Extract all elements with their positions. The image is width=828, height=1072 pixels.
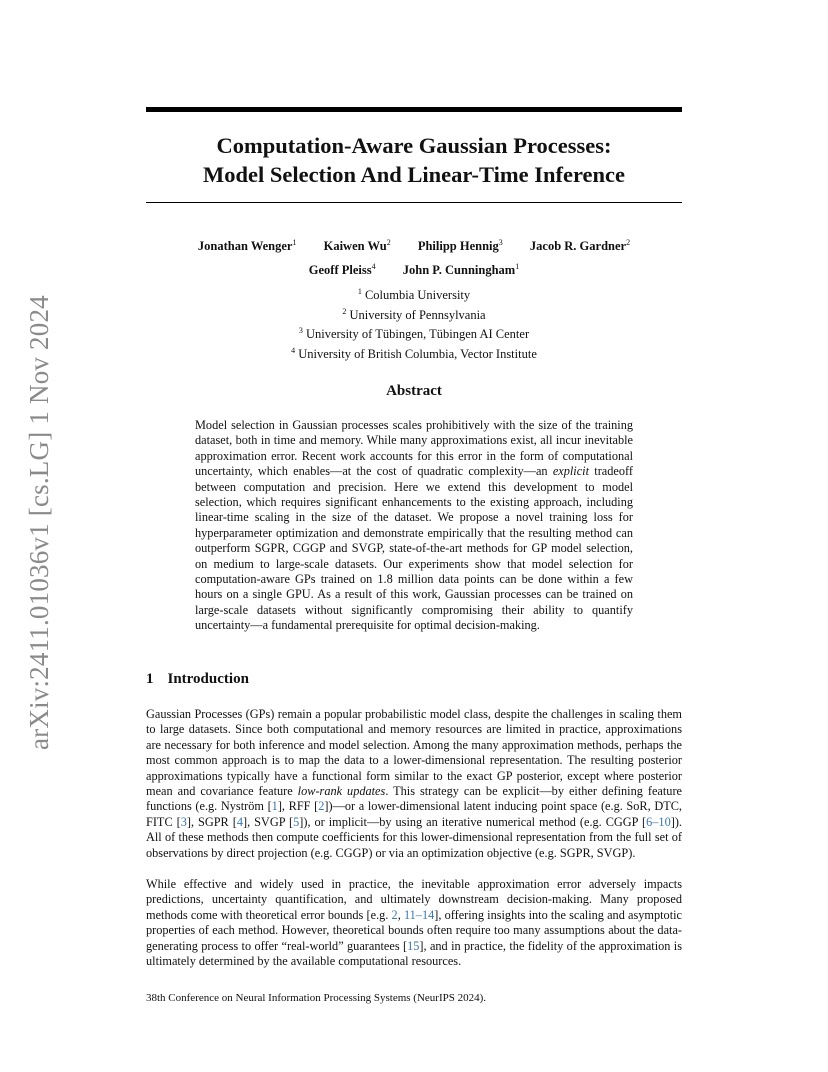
author: Philipp Hennig$^3$ bbox=[417, 238, 503, 253]
citation-link[interactable]: 11–14 bbox=[403, 907, 435, 922]
citation-link[interactable]: 15 bbox=[407, 938, 420, 953]
title-line-2: Model Selection And Linear-Time Inference bbox=[202, 162, 626, 187]
affiliations bbox=[146, 284, 682, 362]
title-bottom-rule bbox=[146, 202, 682, 203]
section-number: 1 bbox=[146, 671, 154, 687]
intro-paragraph-1: Gaussian Processes (GPs) remain a popular probabilistic model class, despite the challenges in scaling them to large datasets. Since both computational and memory resources are limited in practice, approximations are necessary for both inference and model selection. Among the many approximation methods, perhaps the most common approach is to map the data to a lower-dimensional representation. The resulting posterior approximations typically have a functional form similar to the exact GP posterior, except where posterior mean and covariance feature low-rank updates. This strategy can be explicit—by either defining feature functions (e.g. Nyström [1], RFF [2])—or a lower-dimensional latent inducing point space (e.g. SoR, DTC, FITC [3], SGPR [4], SVGP [5]), or implicit—by using an iterative numerical method (e.g. CGGP [6–10]). All of these methods then compute coefficients for this lower-dimensional representation from the full set of observations by direct projection (e.g. CGGP) or via an optimization objective (e.g. SGPR, SVGP). bbox=[146, 707, 683, 860]
conference-footer: 38th Conference on Neural Information Processing Systems (NeurIPS 2024). bbox=[146, 992, 487, 1004]
abstract-heading: Abstract bbox=[386, 383, 442, 399]
citation-link[interactable]: 4 bbox=[236, 814, 243, 829]
author: Jacob R. Gardner$^2$ bbox=[529, 238, 631, 253]
affiliation: $^1$ Columbia University bbox=[357, 287, 471, 302]
author-row-2 bbox=[146, 262, 682, 278]
title-line-1: Computation-Aware Gaussian Processes: bbox=[216, 133, 612, 158]
citation-link[interactable]: 2 bbox=[318, 799, 325, 814]
arxiv-identifier-stamp: arXiv:2411.01036v1 [cs.LG] 1 Nov 2024 bbox=[24, 295, 54, 750]
author: Jonathan Wenger$^1$ bbox=[197, 238, 297, 253]
intro-paragraph-2: While effective and widely used in practice, the inevitable approximation error adversely impacts predictions, uncertainty quantification, and ultimately downstream decision-making. Many proposed methods come with theoretical error bounds [e.g. 2, 11–14], offering insights into the scaling and asymptotic properties of each method. However, theoretical bounds often require too many assumptions about the data-generating process to offer “real-world” guarantees [15], and in practice, the fidelity of the approximation is ultimately determined by the available computational resources. bbox=[146, 877, 682, 969]
author-row-1 bbox=[146, 238, 682, 254]
title-top-rule bbox=[146, 107, 682, 112]
citation-link[interactable]: 3 bbox=[180, 814, 187, 829]
author: Geoff Pleiss$^4$ bbox=[308, 262, 376, 277]
author: Kaiwen Wu$^2$ bbox=[323, 238, 391, 253]
abstract-text: Model selection in Gaussian processes scales prohibitively with the size of the training dataset, both in time and memory. While many approximations exist, all incur inevitable approximation error. Recent work accounts for this error in the form of computational uncertainty, which enables—at the cost of quadratic complexity—an explicit tradeoff between computation and precision. Here we extend this development to model selection, which requires significant enhancements to the existing approach, including linear-time scaling in the size of the dataset. We propose a novel training loss for hyperparameter optimization and demonstrate empirically that the resulting method can outperform SGPR, CGGP and SVGP, state-of-the-art methods for GP model selection, on medium to large-scale datasets. Our experiments show that model selection for computation-aware GPs trained on 1.8 million data points can be done within a few hours on a single GPU. As a result of this work, Gaussian processes can be trained on large-scale datasets without significantly compromising their ability to quantify uncertainty—a fundamental prerequisite for optimal decision-making. bbox=[195, 418, 633, 633]
citation-link[interactable]: 6–10 bbox=[646, 814, 671, 829]
citation-link[interactable]: 2 bbox=[391, 907, 398, 922]
author: John P. Cunningham$^1$ bbox=[402, 262, 520, 277]
section-heading-introduction bbox=[146, 671, 249, 688]
section-title: Introduction bbox=[167, 671, 249, 687]
citation-link[interactable]: 1 bbox=[271, 799, 278, 814]
paper-title bbox=[146, 131, 682, 189]
affiliation: $^4$ University of British Columbia, Vector Institute bbox=[291, 345, 537, 361]
affiliation: $^2$ University of Pennsylvania bbox=[342, 306, 486, 322]
affiliation: $^3$ University of Tübingen, Tübingen AI Center bbox=[298, 326, 530, 341]
citation-link[interactable]: 5 bbox=[293, 814, 300, 829]
